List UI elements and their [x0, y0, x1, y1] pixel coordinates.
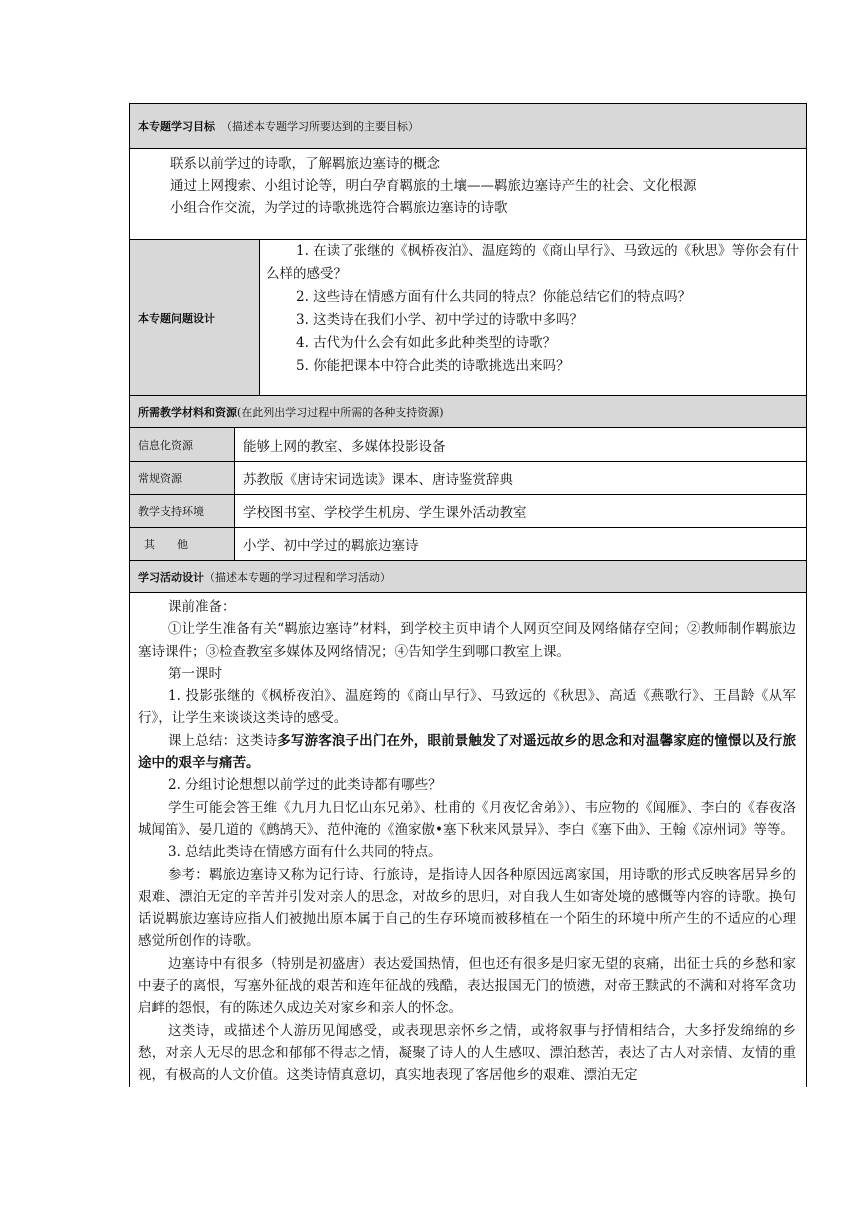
resource-row [130, 428, 806, 462]
goals-header [130, 104, 806, 149]
resources-title: 所需教学材料和资源 [138, 405, 237, 419]
activity-summary-paragraph [138, 730, 796, 775]
resources-note: (在此列出学习过程中所需的各种支持资源) [237, 405, 444, 419]
goal-item: 通过上网搜索、小组讨论等，明白孕育羁旅的土壤——羁旅边塞诗产生的社会、文化根源 [170, 178, 697, 194]
resource-row [130, 495, 806, 528]
question-item: 1. 在读了张继的《枫桥夜泊》、温庭筠的《商山早行》、马致远的《秋思》等你会有什么样的感受？ [266, 243, 800, 282]
activity-paragraph: ①让学生准备有关“羁旅边塞诗”材料，到学校主页申请个人网页空间及网络储存空间；②教师制作羁旅边塞诗课件；③检查教室多媒体及网络情况；④告知学生到哪口教室上课。 [138, 621, 796, 660]
activity-paragraph: 3. 总结此类诗在情感方面有什么共同的特点。 [168, 844, 442, 861]
summary-lead: 课上总结：这类诗 [168, 732, 278, 749]
resource-label: 常规资源 [130, 462, 235, 494]
resource-row [130, 528, 806, 561]
question-item: 4. 古代为什么会有如此多此种类型的诗歌？ [296, 335, 557, 351]
activity-paragraph: 边塞诗中有很多（特别是初盛唐）表达爱国热情，但也还有很多是归家无望的哀痛，出征士兵的乡愁和家中妻子的离恨，写塞外征战的艰苦和连年征战的残酷，表达报国无门的愤懑，对帝王黩武的不满和对将军贪功启衅的怨恨，有的陈述久成边关对家乡和亲人的怀念。 [138, 955, 796, 1017]
question-item: 5. 你能把课本中符合此类的诗歌挑选出来吗？ [296, 358, 570, 374]
activity-paragraph: 1. 投影张继的《枫桥夜泊》、温庭筠的《商山早行》、马致远的《秋思》、高适《燕歌行》、王昌龄《从军行》，让学生来谈谈这类诗的感受。 [138, 688, 796, 727]
goal-item: 联系以前学过的诗歌，了解羁旅边塞诗的概念 [170, 156, 440, 172]
activity-paragraph: 第一课时 [168, 665, 222, 682]
goal-item: 小组合作交流，为学过的诗歌挑选符合羁旅边塞诗的诗歌 [170, 200, 508, 216]
activity-header [130, 561, 806, 593]
goals-title: 本专题学习目标 [138, 120, 215, 133]
activity-title: 学习活动设计 [138, 570, 204, 584]
activity-body [130, 593, 806, 1087]
resource-value: 学校图书室、学校学生机房、学生课外活动教室 [243, 505, 527, 521]
resources-header [130, 396, 806, 428]
resource-label: 其 他 [130, 528, 235, 560]
activity-paragraph: 2. 分组讨论想想以前学过的此类诗都有哪些？ [168, 777, 442, 794]
resource-value: 小学、初中学过的羁旅边塞诗 [243, 538, 419, 554]
question-item: 3. 这类诗在我们小学、初中学过的诗歌中多吗？ [296, 312, 584, 328]
resource-row [130, 462, 806, 495]
questions-body [260, 240, 806, 395]
resource-value: 能够上网的教室、多媒体投影设备 [243, 438, 446, 455]
activity-paragraph: 课前准备： [168, 599, 236, 615]
questions-row [130, 240, 806, 396]
resource-value: 苏教版《唐诗宋词选读》课本、唐诗鉴赏辞典 [243, 472, 513, 488]
question-item: 2. 这些诗在情感方面有什么共同的特点？你能总结它们的特点吗？ [296, 289, 692, 305]
resource-label: 信息化资源 [130, 428, 235, 461]
goals-body [130, 149, 806, 240]
activity-paragraph: 参考：羁旅边塞诗又称为记行诗、行旅诗，是指诗人因各种原因远离家国，用诗歌的形式反映客居异乡的艰难、漂泊无定的辛苦并引发对亲人的思念，对故乡的思归，对自我人生如寄处境的感慨等内容的诗歌。换句话说羁旅边塞诗应指人们被抛出原本属于自己的生存环境而被移植在一个陌生的环境中所产生的不适应的心理感觉所创作的诗歌。 [138, 866, 796, 950]
activity-note: （描述本专题的学习过程和学习活动） [204, 570, 391, 584]
lesson-plan-table [129, 103, 807, 1087]
resource-label: 教学支持环境 [130, 495, 235, 527]
activity-paragraph: 学生可能会答王维《九月九日忆山东兄弟》、杜甫的《月夜忆舍弟》）、韦应物的《闻雁》、李白的《春夜洛城闻笛》、晏几道的《鹧鸪天》、范仲淹的《渔家傲•塞下秋来风景异》、李白《塞下曲》、王翰《凉州词》等等。 [138, 799, 796, 838]
goals-note: （描述本专题学习所要达到的主要目标） [221, 120, 419, 133]
activity-paragraph: 这类诗，或描述个人游历见闻感受，或表现思亲怀乡之情，或将叙事与抒情相结合，大多抒发绵绵的乡愁，对亲人无尽的思念和郁郁不得志之情，凝聚了诗人的人生感叹、漂泊愁苦，表达了古人对亲情、友情的重视，有极高的人文价值。这类诗情真意切，真实地表现了客居他乡的艰难、漂泊无定 [138, 1022, 796, 1084]
questions-label: 本专题问题设计 [130, 240, 260, 395]
summary-emphasis: 多写游客浪子出门在外，眼前景触发了对遥远故乡的思念和对温馨家庭的憧憬以及行旅途中的艰辛与痛苦。 [138, 732, 797, 772]
